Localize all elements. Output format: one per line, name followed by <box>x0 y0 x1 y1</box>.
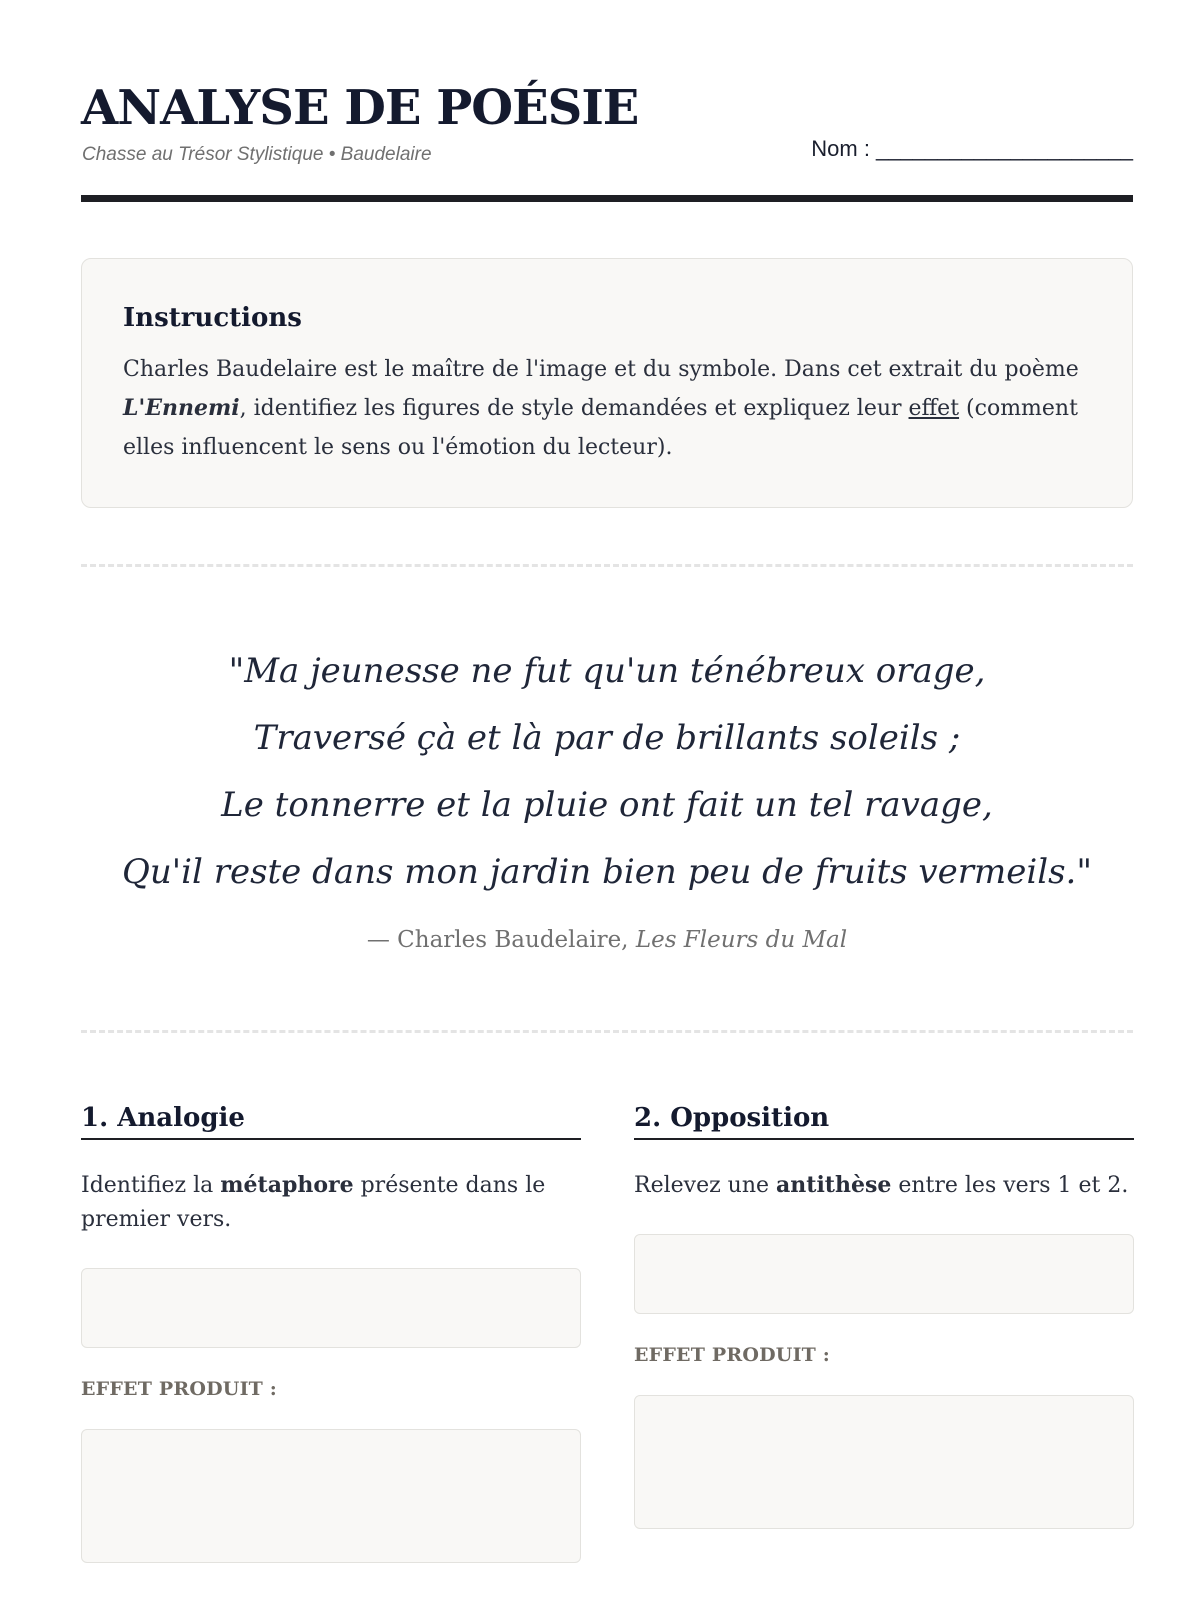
poem-excerpt <box>81 638 1133 906</box>
page-title: ANALYSE DE POÉSIE <box>81 80 639 136</box>
question-1-answer-box[interactable] <box>81 1268 581 1348</box>
attribution-author: — Charles Baudelaire, <box>366 927 636 953</box>
question-2-keyword: antithèse <box>776 1172 892 1199</box>
question-1-prompt-start: Identifiez la <box>81 1173 221 1199</box>
question-1-effet-box[interactable] <box>81 1429 581 1563</box>
question-2-effet-box[interactable] <box>634 1395 1134 1529</box>
instructions-text-part-3: (comment elles influencent le sens ou l'émotion du lecteur). <box>123 396 1078 461</box>
worksheet-page <box>81 0 1133 1401</box>
question-2-prompt <box>634 1168 1134 1203</box>
divider-bottom <box>81 1030 1133 1033</box>
question-2-effet-label: EFFET PRODUIT : <box>634 1344 831 1367</box>
poem-title: L'Ennemi <box>123 395 240 422</box>
instructions-box <box>81 258 1133 508</box>
instructions-text-part-1: Charles Baudelaire est le maître de l'image et du symbole. Dans cet extrait du poème <box>123 357 1079 383</box>
poem-line: "Ma jeunesse ne fut qu'un ténébreux orage, <box>228 651 986 691</box>
question-1 <box>81 1103 581 1563</box>
attribution-work: Les Fleurs du Mal <box>635 927 848 953</box>
question-1-heading: 1. Analogie <box>81 1103 581 1140</box>
question-1-keyword: métaphore <box>220 1172 354 1199</box>
instructions-text <box>123 350 1092 467</box>
instructions-heading: Instructions <box>123 303 302 333</box>
page-subtitle: Chasse au Trésor Stylistique • Baudelaire <box>82 144 432 165</box>
question-1-prompt-end: présente dans le premier vers. <box>81 1173 546 1233</box>
question-2-answer-box[interactable] <box>634 1234 1134 1314</box>
question-1-effet-label: EFFET PRODUIT : <box>81 1378 278 1401</box>
underlined-word: effet <box>908 396 960 422</box>
poem-line: Qu'il reste dans mon jardin bien peu de fruits vermeils." <box>122 852 1092 892</box>
name-field[interactable]: Nom : _____________________ <box>811 136 1133 161</box>
poem-line: Traversé çà et là par de brillants soleils ; <box>253 718 961 758</box>
question-2-heading: 2. Opposition <box>634 1103 1134 1140</box>
header <box>81 0 1133 202</box>
instructions-text-part-2: , identifiez les figures de style demandées et expliquez leur <box>239 396 909 422</box>
question-2-prompt-end: entre les vers 1 et 2. <box>891 1173 1129 1199</box>
divider-top <box>81 564 1133 567</box>
question-2-prompt-start: Relevez une <box>634 1173 777 1199</box>
question-1-prompt <box>81 1168 581 1237</box>
poem-attribution <box>81 927 1133 953</box>
question-2 <box>634 1103 1134 1529</box>
poem-line: Le tonnerre et la pluie ont fait un tel ravage, <box>221 785 993 825</box>
